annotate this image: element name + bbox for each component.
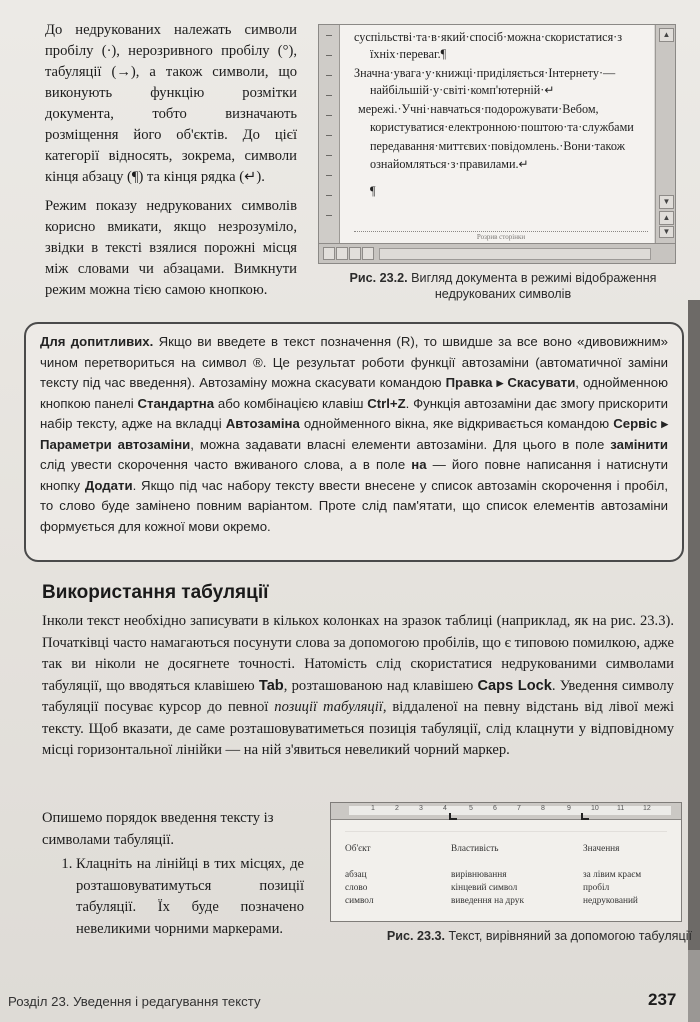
doc-line: передавання·миттєвих·повідомлень.·Вони·також <box>370 139 626 153</box>
vertical-scrollbar[interactable] <box>655 25 675 243</box>
caption-text: Текст, вирівняний за допомогою табуляції <box>448 929 692 943</box>
figure-23-2-screenshot <box>318 24 676 264</box>
outline-view-icon[interactable] <box>362 247 374 260</box>
document-area <box>340 25 654 243</box>
view-bar <box>319 243 675 263</box>
tab-stop-marker-icon[interactable] <box>449 813 457 820</box>
key-tab: Tab <box>258 677 284 694</box>
table-cell: виведення на друк <box>451 896 524 906</box>
steps-column <box>42 808 304 940</box>
step-item: 1. Клацніть на лінійці в тих місцях, де розташовуватимуться позиції табуляції. Їх буде позначено невеликими чорними маркерами. <box>76 854 304 940</box>
steps-intro: Опишемо порядок введення тексту із символами табуляції. <box>42 810 274 848</box>
table-cell: абзац <box>345 870 367 880</box>
scroll-up-icon[interactable]: ▲ <box>659 28 674 42</box>
normal-view-icon[interactable] <box>323 247 335 260</box>
page-break-marker: Розрив сторінки <box>354 231 648 241</box>
key-caps-lock: Caps Lock <box>477 677 552 694</box>
info-box-lead: Для допитливих. <box>40 334 154 349</box>
next-page-icon[interactable]: ▼ <box>659 226 674 238</box>
table-header: Значення <box>583 844 620 854</box>
table-cell: недрукований <box>583 896 638 906</box>
figure-23-3-caption <box>322 929 692 943</box>
doc-line: Значна·увага·у·книжці·приділяється·Інтернету·— <box>354 66 616 80</box>
field-with: на <box>411 457 427 472</box>
info-box-text: Для допитливих. Якщо ви введете в текст позначення (R), то швидше за все воно «дивовижним» чином перетвориться на символ ®. Це результат роботи функції автозаміни (автоматичної заміни тексту під час введення). Автозаміну можна скасувати командою Правка ▸ Скасувати, однойменною кнопкою панелі Стандартна або комбінацією клавіш Ctrl+Z. Функція автозаміни дає змогу прискорити набір тексту, адже на вкладці Автозаміна однойменного вікна, яке відкривається командою Сервіс ▸ Параметри автозаміни, можна задавати власні елементи автозаміни. Для цього в поле замінити слід увести скорочення часто вживаного слова, а в поле на — його повне написання і натиснути кнопку Додати. Якщо під час набору тексту ввести внесене у список автозамін скорочення і пробіл, то слово буде замінено повним варіантом. Проте слід пам'ятати, що список елементів автозаміни формується для кожної мови окремо. <box>40 334 669 534</box>
left-column-text <box>45 20 297 309</box>
table-cell: кінцевий символ <box>451 883 518 893</box>
horizontal-ruler[interactable]: 1 2 3 4 5 6 7 8 9 10 11 12 <box>331 803 681 820</box>
table-cell: за лівим краєм <box>583 870 642 880</box>
table-header: Об'єкт <box>345 844 371 854</box>
steps-list <box>42 854 304 940</box>
figure-23-2-caption <box>318 270 688 302</box>
vertical-ruler <box>319 25 340 243</box>
doc-line: їхніх·переваг.¶ <box>370 47 447 61</box>
table-cell: слово <box>345 883 368 893</box>
doc-line: мережі.·Учні·навчаться·подорожувати·Вебом, <box>358 102 599 116</box>
doc-line: користуватися·електронною·поштою·та·службами <box>370 120 634 134</box>
web-view-icon[interactable] <box>336 247 348 260</box>
page-edge-tab <box>688 300 700 950</box>
shortcut-ctrl-z: Ctrl+Z <box>367 395 406 411</box>
caption-label: Рис. 23.3. <box>386 929 446 943</box>
toolbar-name: Стандартна <box>137 395 215 411</box>
page-edge-tab-lower <box>688 950 700 1022</box>
tab-autocorrect: Автозаміна <box>225 416 300 431</box>
page-number: 237 <box>648 990 677 1009</box>
field-replace: замінити <box>610 436 669 452</box>
doc-line: ¶ <box>370 184 376 198</box>
section-body: Інколи текст необхідно записувати в кількох колонках на зразок таблиці (наприклад, як на рис. 23.3). Початківці часто намагаються посунути слова за допомогою пробілів, що є типовою помилкою, адже так ви ніколи не досягнете точності. Натомість слід скористатися недрукованими символами табуляції, що вводяться клавішею Tab, розташованою над клавішею Caps Lock. Уведення символу табуляції посуває курсор до певної позиції табуляції, віддаленої на певну відстань від лівої межі тексту. Щоб вказати, де саме розташовуватиметься позиція табуляції, слід клацнути у відповідному місці горизонтальної лінійки — на ній з'явиться невеликий чорний маркер. <box>42 613 674 758</box>
footer-chapter: Розділ 23. Уведення і редагування тексту <box>8 994 261 1009</box>
menu-path-undo: Правка ▸ Скасувати <box>445 375 576 390</box>
figure-23-3-screenshot <box>330 802 682 922</box>
scroll-down-icon[interactable]: ▼ <box>659 195 674 209</box>
layout-view-icon[interactable] <box>349 247 361 260</box>
table-cell: символ <box>345 896 374 906</box>
doc-line: найбільшій·у·світі·комп'ютерній·↵ <box>370 83 555 97</box>
paragraph-display-mode: Режим показу недрукованих символів корисно вмикати, якщо незрозуміло, звідки в тексті взялися порожні місця між словами чи абзацами. Вимкнути режим можна тією самою кнопкою. <box>45 198 297 298</box>
prev-page-icon[interactable]: ▲ <box>659 211 674 225</box>
table-cell: вирівнювання <box>451 870 507 880</box>
table-cell: пробіл <box>583 883 610 893</box>
caption-text: Вигляд документа в режимі відображення недрукованих символів <box>411 271 657 301</box>
caption-label: Рис. 23.2. <box>349 271 408 285</box>
button-add-label: Додати <box>84 477 133 493</box>
section-heading: Використання табуляції <box>42 582 269 603</box>
curious-info-box <box>24 322 684 562</box>
table-header: Властивість <box>451 844 499 854</box>
horizontal-scrollbar[interactable] <box>379 248 651 260</box>
term-tab-position: позиції табуляції <box>274 699 383 715</box>
menu-path-autocorrect: Сервіс ▸ Параметри автозаміни <box>40 416 668 452</box>
tab-stop-marker-icon[interactable] <box>581 813 589 820</box>
doc-line: суспільстві·та·в·який·спосіб·можна·скористатися·з <box>354 30 623 44</box>
doc-line: ознайомляться·з·правилами.↵ <box>370 157 529 171</box>
paragraph-nonprinting-symbols: До недрукованих належать символи пробілу (·), нерозривного пробілу (°), табуляції (→), а також символи, що виконують функцію розмітки документа, тобто визначають розміщення його об'єктів. До цієї категорії відносять, зокрема, символи кінця абзацу (¶) та кінця рядка (↵). <box>45 22 297 185</box>
